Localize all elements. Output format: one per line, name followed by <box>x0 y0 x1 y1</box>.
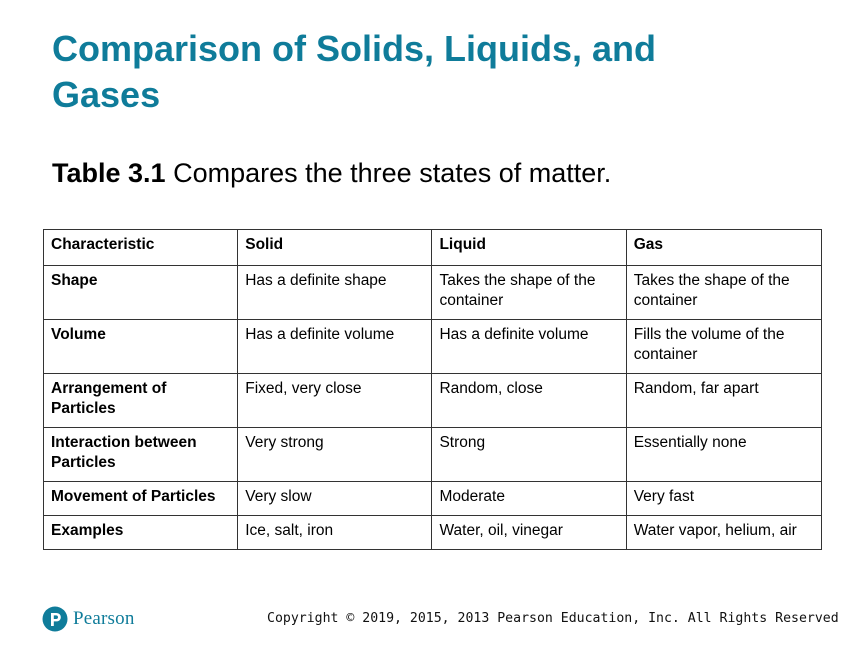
slide-title: Comparison of Solids, Liquids, and Gases <box>52 28 657 115</box>
table-row-movement <box>44 482 822 516</box>
pearson-logo <box>42 606 135 632</box>
row-label-interaction: Interaction between Particles <box>44 428 238 482</box>
header-liquid: Liquid <box>432 230 626 266</box>
cell-interaction-gas: Essentially none <box>626 428 821 482</box>
cell-examples-gas: Water vapor, helium, air <box>626 516 821 550</box>
states-of-matter-table <box>43 229 822 550</box>
cell-examples-liquid: Water, oil, vinegar <box>432 516 626 550</box>
copyright-notice: Copyright © 2019, 2015, 2013 Pearson Education, Inc. All Rights Reserved <box>267 611 839 626</box>
row-label-examples: Examples <box>44 516 238 550</box>
cell-examples-solid: Ice, salt, iron <box>238 516 432 550</box>
row-label-arrangement: Arrangement of Particles <box>44 374 238 428</box>
cell-movement-gas: Very fast <box>626 482 821 516</box>
table-row-arrangement <box>44 374 822 428</box>
pearson-p-logo-icon <box>42 606 68 632</box>
cell-interaction-solid: Very strong <box>238 428 432 482</box>
cell-movement-solid: Very slow <box>238 482 432 516</box>
cell-arrangement-liquid: Random, close <box>432 374 626 428</box>
cell-shape-solid: Has a definite shape <box>238 266 432 320</box>
table-row-volume <box>44 320 822 374</box>
header-gas: Gas <box>626 230 821 266</box>
cell-arrangement-solid: Fixed, very close <box>238 374 432 428</box>
table-caption-text: Compares the three states of matter. <box>165 158 612 188</box>
cell-volume-solid: Has a definite volume <box>238 320 432 374</box>
table-caption <box>52 156 611 190</box>
header-solid: Solid <box>238 230 432 266</box>
cell-volume-gas: Fills the volume of the container <box>626 320 821 374</box>
cell-shape-liquid: Takes the shape of the container <box>432 266 626 320</box>
table-header-row <box>44 230 822 266</box>
cell-movement-liquid: Moderate <box>432 482 626 516</box>
table-row-shape <box>44 266 822 320</box>
cell-arrangement-gas: Random, far apart <box>626 374 821 428</box>
row-label-shape: Shape <box>44 266 238 320</box>
row-label-volume: Volume <box>44 320 238 374</box>
table-row-interaction <box>44 428 822 482</box>
header-characteristic: Characteristic <box>44 230 238 266</box>
row-label-movement: Movement of Particles <box>44 482 238 516</box>
pearson-logo-text: Pearson <box>73 608 135 629</box>
cell-volume-liquid: Has a definite volume <box>432 320 626 374</box>
table-caption-label: Table 3.1 <box>52 158 166 188</box>
table-row-examples <box>44 516 822 550</box>
cell-shape-gas: Takes the shape of the container <box>626 266 821 320</box>
cell-interaction-liquid: Strong <box>432 428 626 482</box>
